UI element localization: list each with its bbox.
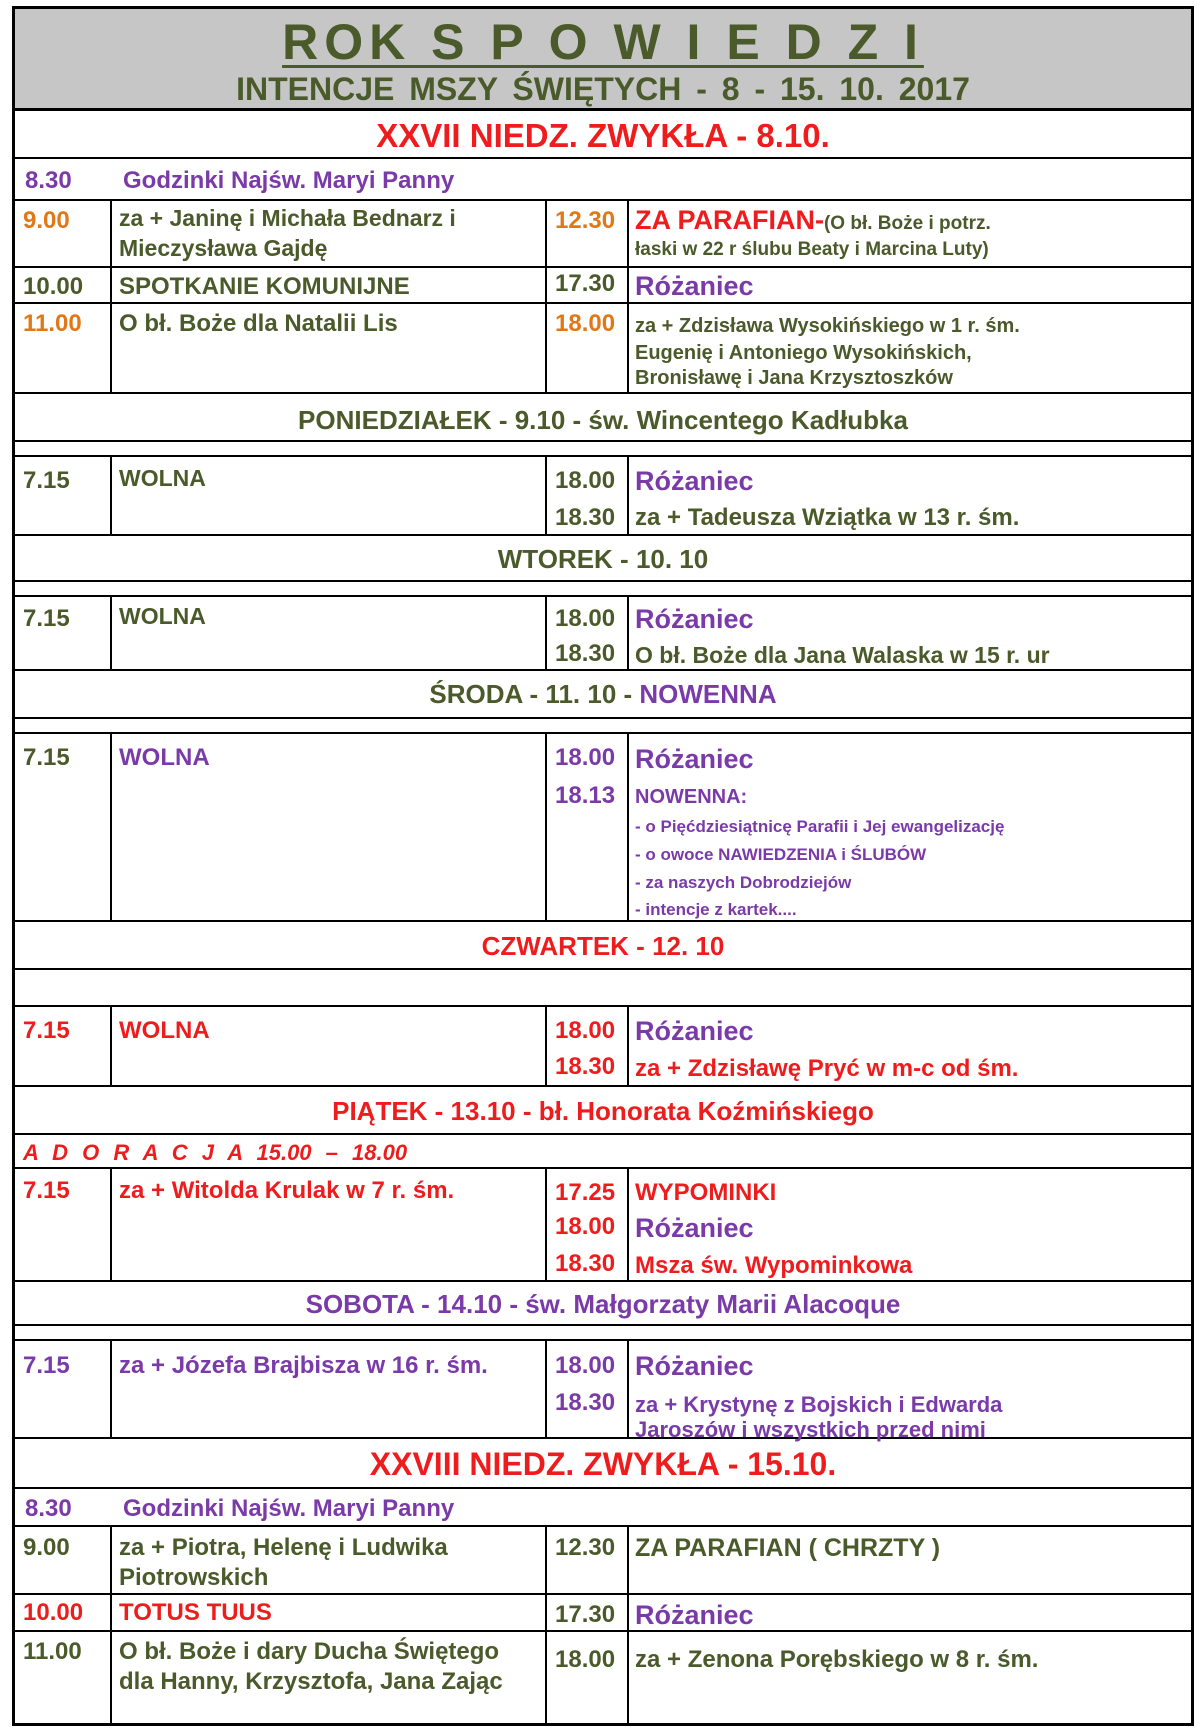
page-title: ROK S P O W I E D Z I [282, 14, 924, 70]
mass-row [15, 1595, 1191, 1632]
nowenna-label: NOWENNA: [635, 786, 748, 808]
mass-intention: Różaniec [635, 466, 754, 496]
mass-time: 18.30 [555, 640, 616, 667]
mass-intention: za + Krystynę z Bojskich i Edwarda [635, 1392, 1003, 1417]
spacer-row [15, 719, 1191, 734]
spacer-row [15, 1326, 1191, 1341]
mass-time: 7.15 [23, 1352, 70, 1379]
day-heading-text: WTOREK - 10. 10 [497, 544, 709, 574]
mass-intention: WOLNA [119, 465, 206, 491]
mass-intention: ZA PARAFIAN-(O bł. Boże i potrz. [635, 205, 991, 235]
mass-time: 12.30 [555, 1534, 616, 1561]
mass-row [15, 1007, 1191, 1087]
mass-intention: dla Hanny, Krzysztofa, Jana Zając [119, 1668, 503, 1695]
spacer-row [15, 970, 1191, 1007]
mass-intention: Godzinki Najśw. Maryi Panny [123, 1495, 455, 1522]
mass-intention: Różaniec [635, 604, 754, 634]
mass-time: 18.30 [555, 1053, 616, 1080]
mass-intention: Godzinki Najśw. Maryi Panny [123, 167, 455, 194]
mass-intention: za + Zdzisławę Pryć w m-c od śm. [635, 1055, 1019, 1082]
mass-row [15, 268, 1191, 304]
mass-time: 17.30 [555, 270, 616, 297]
mass-row [15, 1632, 1191, 1723]
mass-time: 18.00 [555, 310, 616, 337]
nowenna-item: - o Pięćdziesiątnicę Parafii i Jej ewangelizację [635, 817, 1005, 836]
day-heading-saturday [15, 1282, 1191, 1326]
mass-intention: Różaniec [635, 1016, 754, 1046]
godzinki-row [15, 159, 1191, 201]
adoracja-text: A D O R A C J A 15.00 – 18.00 [23, 1140, 408, 1165]
mass-intention: Bronisławę i Jana Krzysztoszków [635, 367, 953, 389]
day-heading-text: PIĄTEK - 13.10 - bł. Honorata Koźmińskiego [332, 1096, 874, 1126]
mass-intention: Różaniec [635, 1213, 754, 1243]
mass-time: 11.00 [23, 310, 82, 337]
mass-time: 10.00 [23, 273, 84, 300]
mass-row [15, 1169, 1191, 1282]
mass-time: 7.15 [23, 1177, 70, 1204]
mass-time: 18.00 [555, 605, 616, 632]
mass-intention: za + Józefa Brajbisza w 16 r. śm. [119, 1352, 488, 1379]
mass-intention: Różaniec [635, 1351, 754, 1381]
mass-intention: za + Zdzisława Wysokińskiego w 1 r. śm. [635, 315, 1020, 337]
spacer-row [15, 582, 1191, 597]
mass-time: 18.00 [555, 1213, 616, 1240]
day-heading-wednesday [15, 671, 1191, 719]
mass-intention: za + Witolda Krulak w 7 r. śm. [119, 1177, 455, 1204]
mass-time: 18.00 [555, 744, 616, 771]
mass-intention: Różaniec [635, 271, 754, 301]
mass-row [15, 304, 1191, 394]
mass-intention: WYPOMINKI [635, 1179, 777, 1206]
day-heading-friday [15, 1087, 1191, 1135]
mass-intention: WOLNA [119, 1017, 210, 1044]
mass-time: 7.15 [23, 467, 70, 494]
godzinki-row [15, 1489, 1191, 1527]
mass-time: 10.00 [23, 1599, 84, 1626]
day-heading-sunday-2 [15, 1439, 1191, 1489]
day-heading-text: XXVIII NIEDZ. ZWYKŁA - 15.10. [369, 1446, 837, 1482]
day-heading-text: XXVII NIEDZ. ZWYKŁA - 8.10. [376, 117, 830, 154]
mass-intention: Jaroszów i wszystkich przed nimi [635, 1417, 986, 1442]
day-heading-text: CZWARTEK - 12. 10 [481, 931, 725, 961]
mass-time: 18.00 [555, 1646, 616, 1673]
mass-row [15, 734, 1191, 922]
mass-time: 18.30 [555, 1389, 616, 1416]
mass-intention: SPOTKANIE KOMUNIJNE [119, 273, 410, 300]
mass-row [15, 457, 1191, 536]
mass-time: 12.30 [555, 207, 616, 234]
mass-time: 7.15 [23, 1017, 70, 1044]
mass-intention: O bł. Boże i dary Ducha Świętego [119, 1638, 500, 1665]
spacer-row [15, 442, 1191, 457]
day-heading-monday [15, 394, 1191, 442]
day-heading-text: SOBOTA - 14.10 - św. Małgorzaty Marii Alacoque [305, 1289, 901, 1319]
mass-intention: ZA PARAFIAN ( CHRZTY ) [635, 1534, 941, 1562]
mass-row [15, 201, 1191, 268]
page-header [15, 9, 1191, 111]
mass-time: 11.00 [23, 1638, 82, 1665]
mass-time: 9.00 [23, 1534, 70, 1561]
mass-intention: za + Piotra, Helenę i Ludwika [119, 1534, 448, 1561]
mass-row [15, 597, 1191, 671]
nowenna-item: - intencje z kartek.... [635, 900, 797, 919]
mass-time: 17.30 [555, 1601, 616, 1628]
day-heading-text: PONIEDZIAŁEK - 9.10 - św. Wincentego Kadłubka [298, 405, 908, 435]
nowenna-item: - o owoce NAWIEDZENIA i ŚLUBÓW [635, 845, 927, 864]
mass-intention: O bł. Boże dla Natalii Lis [119, 310, 398, 337]
adoracja-row [15, 1135, 1191, 1169]
mass-intention: WOLNA [119, 603, 206, 629]
schedule-sheet [12, 6, 1194, 1726]
mass-time: 7.15 [23, 744, 70, 771]
mass-row [15, 1341, 1191, 1442]
mass-row [15, 1527, 1191, 1595]
mass-intention: Piotrowskich [119, 1564, 269, 1591]
day-heading-tuesday [15, 536, 1191, 582]
mass-intention: za + Janinę i Michała Bednarz i [119, 205, 456, 231]
mass-time: 17.25 [555, 1179, 616, 1206]
mass-intention: łaski w 22 r ślubu Beaty i Marcina Luty) [635, 239, 989, 260]
mass-time: 8.30 [25, 1495, 72, 1522]
mass-time: 7.15 [23, 605, 70, 632]
mass-intention: WOLNA [119, 744, 210, 771]
mass-intention: Różaniec [635, 744, 754, 774]
mass-intention: za + Tadeusza Wziątka w 13 r. śm. [635, 504, 1020, 531]
mass-intention: Mieczysława Gajdę [119, 235, 328, 261]
page-subtitle: INTENCJE MSZY ŚWIĘTYCH - 8 - 15. 10. 2017 [236, 71, 970, 107]
mass-time: 8.30 [25, 167, 72, 194]
day-heading-thursday [15, 922, 1191, 970]
day-heading-text: ŚRODA - 11. 10 - NOWENNA [429, 679, 777, 709]
mass-intention: O bł. Boże dla Jana Walaska w 15 r. ur [635, 642, 1050, 668]
mass-time: 18.30 [555, 1250, 616, 1277]
mass-time: 18.00 [555, 1352, 616, 1379]
mass-time: 9.00 [23, 207, 70, 234]
mass-intention: Msza św. Wypominkowa [635, 1252, 913, 1279]
mass-time: 18.00 [555, 467, 616, 494]
day-heading-sunday-1 [15, 111, 1191, 159]
mass-intention: TOTUS TUUS [119, 1599, 272, 1626]
mass-intention: za + Zenona Porębskiego w 8 r. śm. [635, 1646, 1039, 1673]
mass-intention: Różaniec [635, 1600, 754, 1630]
mass-time: 18.00 [555, 1017, 616, 1044]
mass-time: 18.13 [555, 782, 616, 809]
nowenna-item: - za naszych Dobrodziejów [635, 873, 852, 892]
mass-time: 18.30 [555, 504, 616, 531]
mass-intention: Eugenię i Antoniego Wysokińskich, [635, 342, 972, 364]
